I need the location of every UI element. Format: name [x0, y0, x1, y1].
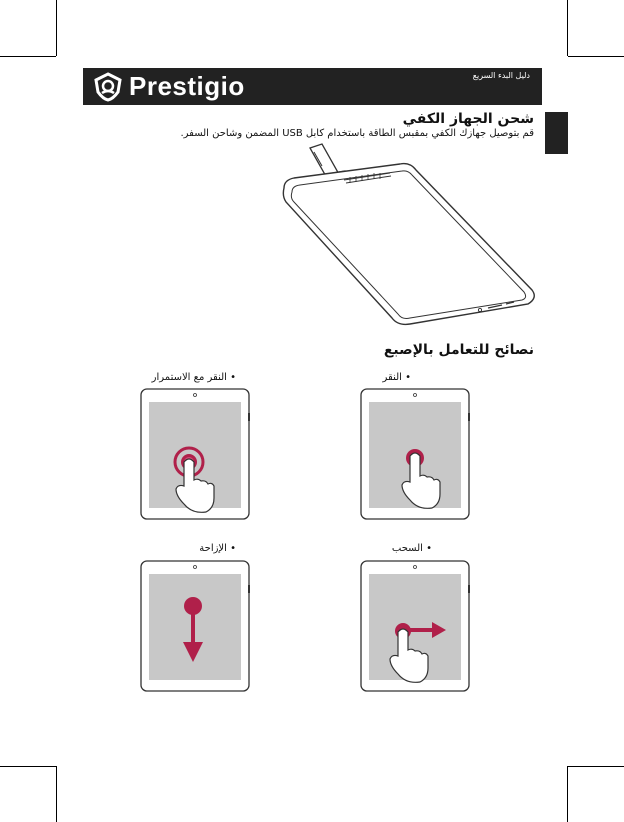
swipe-gesture-icon: [140, 560, 250, 692]
section-tab: [545, 112, 568, 154]
charging-description: قم بتوصيل جهازك الكفي بمقبس الطاقة باستخدام كابل USB المضمن وشاحن السفر.: [180, 128, 534, 139]
crop-mark: [567, 766, 568, 822]
crop-mark: [568, 766, 624, 767]
crop-mark: [0, 56, 56, 57]
crop-mark: [567, 0, 568, 56]
press-hold-gesture-icon: [140, 388, 250, 520]
gesture-label-swipe: • الإزاحة: [199, 543, 236, 554]
drag-gesture-icon: [360, 560, 470, 692]
crop-mark: [0, 766, 56, 767]
crop-mark: [56, 0, 57, 56]
gesture-label-drag: • السحب: [391, 543, 432, 554]
gesture-label-press-hold: • النقر مع الاستمرار: [151, 372, 236, 383]
crop-mark: [56, 766, 57, 822]
header-bar: [83, 68, 542, 105]
tablet-charging-illustration: [270, 140, 545, 330]
finger-tips-title: نصائح للتعامل بالإصبع: [383, 342, 534, 358]
charging-title: شحن الجهاز الكفي: [402, 111, 534, 127]
brand-logo: [93, 71, 245, 102]
prestigio-shield-icon: [93, 72, 123, 102]
tap-gesture-icon: [360, 388, 470, 520]
gesture-label-tap: • النقر: [382, 372, 411, 383]
crop-mark: [568, 56, 624, 57]
guide-label: دليل البدء السريع: [472, 71, 530, 80]
brand-name: Prestigio: [129, 71, 245, 101]
